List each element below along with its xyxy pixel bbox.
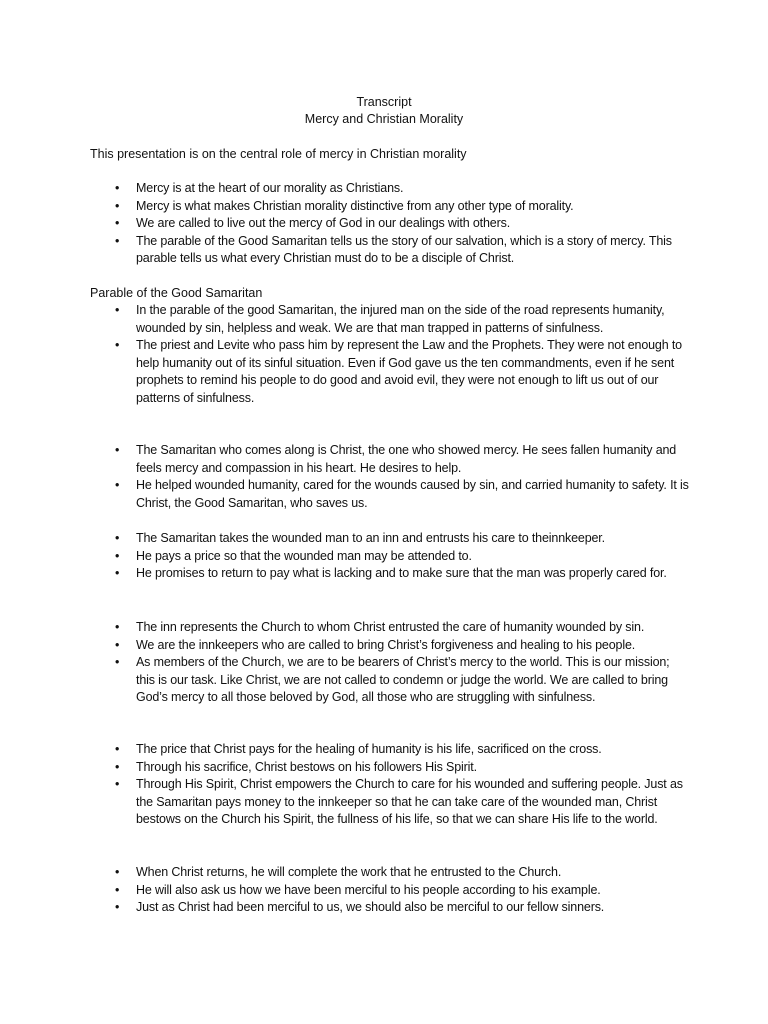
list-item [90,180,690,198]
list-item [90,442,690,477]
list-item [90,619,690,637]
bullet-list-group-4 [90,619,690,707]
intro-bullet-list [90,180,690,268]
bullet-icon: • [115,531,120,545]
bullet-icon: • [115,900,120,914]
list-item [90,565,690,583]
list-item [90,302,690,337]
list-item [90,776,690,829]
bullet-list-group-5 [90,741,690,829]
list-item [90,477,690,512]
list-item-text: The price that Christ pays for the healing of humanity is his life, sacrificed on the cross. [136,742,602,756]
bullet-icon: • [115,198,120,213]
intro-paragraph: This presentation is on the central role of mercy in Christian morality [90,147,467,161]
list-item-text: In the parable of the good Samaritan, the injured man on the side of the road represents humanity, wounded by sin, helpless and weak. We are that man trapped in patterns of sinfulness. [136,303,665,335]
bullet-icon: • [115,742,120,756]
document-subtitle: Mercy and Christian Morality [304,112,464,126]
list-item-text: The Samaritan who comes along is Christ, the one who showed mercy. He sees fallen humanity and feels mercy and compassion in his heart. He desires to help. [136,443,677,475]
bullet-icon: • [115,478,120,492]
list-item-text: When Christ returns, he will complete the work that he entrusted to the Church. [136,865,562,879]
bullet-icon: • [115,620,120,634]
list-item-text: As members of the Church, we are to be bearers of Christ’s mercy to the world. This is our mission; this is our task. Like Christ, we are not called to condemn or judge the world. We are called to bring God’s mercy to all those beloved by God, all those who are struggling with sinfulness. [136,655,670,704]
list-item [90,637,690,655]
bullet-icon: • [115,181,120,195]
bullet-icon: • [115,233,120,248]
list-item [90,882,690,900]
bullet-icon: • [115,637,120,652]
list-item-text: We are the innkeepers who are called to bring Christ’s forgiveness and healing to his people. [136,637,636,652]
list-item-text: Mercy is at the heart of our morality as Christians. [136,181,404,195]
list-item [90,530,690,548]
section-heading: Parable of the Good Samaritan [90,286,263,300]
bullet-icon: • [115,443,120,457]
bullet-icon: • [115,566,120,580]
bullet-list-group-1 [90,302,690,407]
bullet-list-group-6 [90,864,690,917]
bullet-icon: • [115,303,120,317]
list-item-text: Through his sacrifice, Christ bestows on his followers His Spirit. [136,759,477,774]
list-item-text: The priest and Levite who pass him by represent the Law and the Prophets. They were not enough to help humanity out of its sinful situation. Even if God gave us the ten commandments, even if he sent prophets to remind his people to do good and avoid evil, they were not enough to lift us out of our patterns of sinfulness. [136,338,682,405]
list-item [90,759,690,777]
bullet-list-group-3 [90,530,690,583]
list-item-text: He helped wounded humanity, cared for the wounds caused by sin, and carried humanity to safety. It is Christ, the Good Samaritan, who saves us. [136,478,689,510]
list-item-text: He pays a price so that the wounded man may be attended to. [136,548,472,563]
list-item [90,899,690,917]
list-item [90,548,690,566]
list-item-text: Just as Christ had been merciful to us, we should also be merciful to our fellow sinners. [136,900,605,914]
list-item-text: Through His Spirit, Christ empowers the Church to care for his wounded and suffering people. Just as the Samaritan pays money to the innkeeper so that he can take care of the wounded man, Christ bestows on the Church his Spirit, the fullness of his life, so that we can share His life to the world. [136,777,683,826]
list-item [90,654,690,707]
list-item [90,233,690,268]
list-item-text: He will also ask us how we have been merciful to his people according to his example. [136,882,601,897]
bullet-icon: • [115,759,120,774]
list-item [90,741,690,759]
list-item [90,215,690,233]
document-title: Transcript [356,95,412,109]
list-item-text: He promises to return to pay what is lacking and to make sure that the man was properly cared for. [136,566,667,580]
bullet-icon: • [115,882,120,897]
list-item-text: Mercy is what makes Christian morality distinctive from any other type of morality. [136,198,574,213]
list-item [90,337,690,407]
list-item-text: The parable of the Good Samaritan tells us the story of our salvation, which is a story of mercy. This parable tells us what every Christian must do to be a disciple of Christ. [136,233,672,265]
list-item-text: We are called to live out the mercy of God in our dealings with others. [136,216,511,230]
bullet-icon: • [115,216,120,230]
bullet-icon: • [115,338,120,352]
list-item-text: The inn represents the Church to whom Christ entrusted the care of humanity wounded by sin. [136,620,645,634]
bullet-icon: • [115,655,120,669]
bullet-icon: • [115,548,120,563]
bullet-icon: • [115,865,120,879]
bullet-icon: • [115,777,120,791]
bullet-list-group-2 [90,442,690,512]
list-item-text: The Samaritan takes the wounded man to an inn and entrusts his care to theinnkeeper. [136,531,605,545]
list-item [90,864,690,882]
list-item [90,198,690,216]
